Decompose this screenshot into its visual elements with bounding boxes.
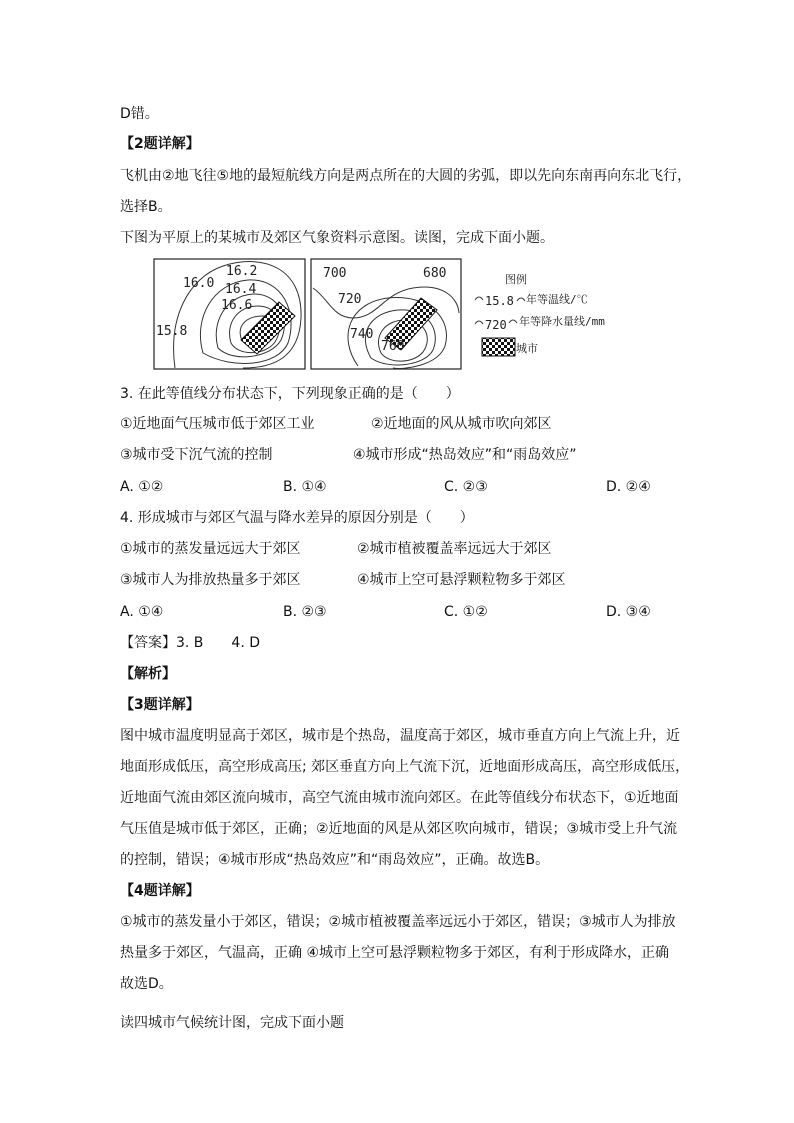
legend-isohyet-symbol <box>475 321 483 324</box>
section-heading: 【2题详解】 <box>120 136 200 152</box>
legend-isotherm-text: 年等温线/℃ <box>526 293 588 306</box>
option-d: D. ③④ <box>606 604 651 620</box>
answer-line: 【答案】3. B 4. D <box>120 635 260 651</box>
climate-map-figure <box>153 258 673 372</box>
option-d: D. ②④ <box>606 479 651 495</box>
question-4: 4. 形成城市与郊区气温与降水差异的原因分别是（ ） <box>120 510 474 526</box>
text-line: 图中城市温度明显高于郊区，城市是个热岛，温度高于郊区，城市垂直方向上气流上升，近 <box>120 728 680 744</box>
isohyet-label: 760 <box>381 339 405 354</box>
isotherm-label: 16.6 <box>221 298 253 313</box>
option-b: B. ②③ <box>283 604 327 620</box>
legend-isohyet-text: 年等降水量线/mm <box>519 315 605 328</box>
option-b: B. ①④ <box>283 479 327 495</box>
isohyet-label: 740 <box>350 327 374 342</box>
text-line: 热量多于郊区，气温高，正确 ④城市上空可悬浮颗粒物多于郊区，有利于形成降水，正确 <box>120 945 669 961</box>
legend-isohyet-value: 720 <box>485 318 507 332</box>
section-heading: 【4题详解】 <box>120 883 200 899</box>
text-line: 飞机由②地飞往⑤地的最短航线方向是两点所在的大圆的劣弧，即以先向东南再向东北飞行， <box>120 168 692 184</box>
isohyet-label: 700 <box>323 266 347 281</box>
text-line: D错。 <box>120 106 159 122</box>
isotherm-label: 15.8 <box>156 324 188 339</box>
text-line: 地面形成低压，高空形成高压; 郊区垂直方向上气流下沉，近地面形成高压，高空形成低压， <box>120 759 690 775</box>
statement: ①城市的蒸发量远远大于郊区 <box>120 541 301 557</box>
legend-isotherm-symbol <box>475 297 483 300</box>
text-line: 气压值是城市低于郊区，正确；②近地面的风是从郊区吹向城市，错误；③城市受上升气流 <box>120 821 678 837</box>
option-a: A. ①④ <box>120 604 164 620</box>
option-c: C. ①② <box>444 604 488 620</box>
statement: ②城市植被覆盖率远远大于郊区 <box>357 541 552 557</box>
isotherm-label: 16.0 <box>183 276 215 291</box>
statement: ①近地面气压城市低于郊区工业 <box>120 416 315 432</box>
isohyet-label: 720 <box>338 292 362 307</box>
legend-city-text: 城市 <box>516 342 538 355</box>
section-heading: 【3题详解】 <box>120 697 200 713</box>
option-a: A. ①② <box>120 479 164 495</box>
text-line: 的控制，错误；④城市形成“热岛效应”和“雨岛效应”，正确。故选B。 <box>120 852 550 868</box>
isohyet-line <box>313 287 459 318</box>
statement: ④城市形成“热岛效应”和“雨岛效应” <box>353 447 577 463</box>
isotherm-label: 16.4 <box>225 282 257 297</box>
isoline-maps <box>153 258 673 372</box>
text-line: 故选D。 <box>120 976 173 992</box>
option-c: C. ②③ <box>444 479 488 495</box>
isohyet-label: 680 <box>423 266 447 281</box>
text-line: 读四城市气候统计图，完成下面小题 <box>120 1015 344 1031</box>
isotherm-label: 16.2 <box>226 264 258 279</box>
section-heading: 【解析】 <box>120 666 176 682</box>
text-line: ①城市的蒸发量小于郊区，错误；②城市植被覆盖率远远小于郊区，错误；③城市人为排放 <box>120 914 676 930</box>
text-line: 下图为平原上的某城市及郊区气象资料示意图。读图，完成下面小题。 <box>120 230 554 246</box>
legend-title: 图例 <box>505 273 527 286</box>
text-line: 选择B。 <box>120 199 172 215</box>
statement: ④城市上空可悬浮颗粒物多于郊区 <box>357 572 566 588</box>
statement: ②近地面的风从城市吹向郊区 <box>371 416 552 432</box>
statement: ③城市受下沉气流的控制 <box>120 447 273 463</box>
legend-city-symbol <box>482 338 515 356</box>
text-line: 近地面气流由郊区流向城市，高空气流由城市流向郊区。在此等值线分布状态下，①近地面 <box>120 790 679 806</box>
statement: ③城市人为排放热量多于郊区 <box>120 572 301 588</box>
question-3: 3. 在此等值线分布状态下，下列现象正确的是（ ） <box>120 386 460 402</box>
legend-isotherm-value: 15.8 <box>485 294 514 308</box>
